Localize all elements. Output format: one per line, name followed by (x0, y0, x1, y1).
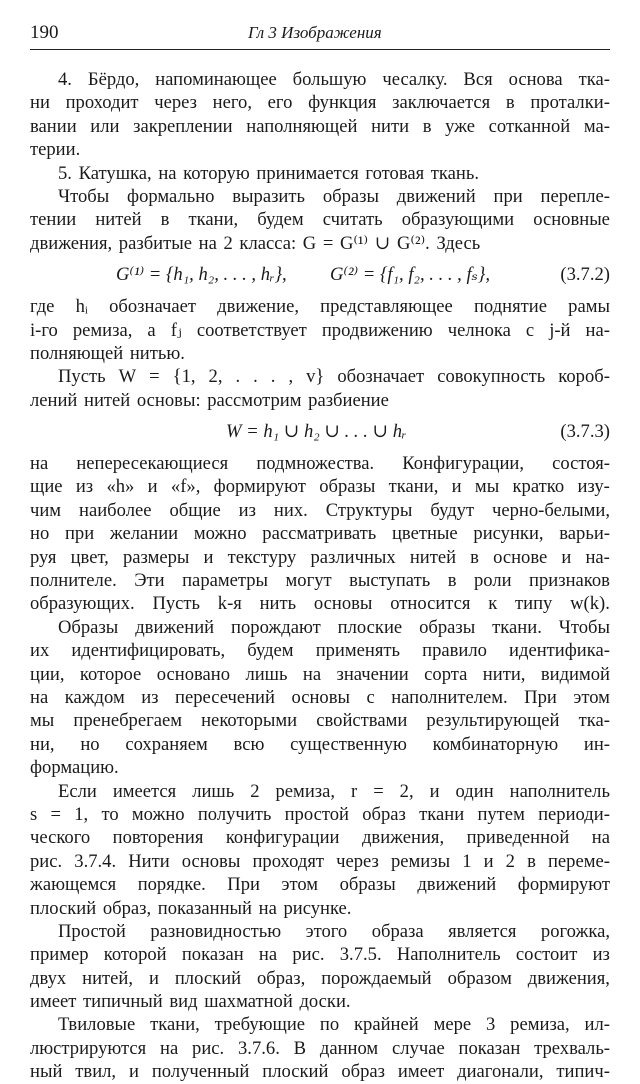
text-line: Пусть W = {1, 2, . . . , v} обозначает совокупность короб- (58, 366, 610, 388)
text-line: люстрируются на рис. 3.7.6. В данном случае показан трехваль- (30, 1037, 610, 1059)
text-line: 4. Бёрдо, напоминающее большую чесалку. Вся основа тка- (58, 69, 610, 90)
text-line: где hᵢ обозначает движение, представляющее поднятие рамы (30, 296, 610, 318)
text-line: чим наиболее общие из них. Структуры будут черно-белыми, (30, 499, 610, 521)
text-line: имеет типичный вид шахматной доски. (30, 991, 351, 1013)
header-rule (30, 49, 610, 50)
text-line: ный твил, и полученный плоский образ имеет диагонали, типич- (30, 1061, 610, 1083)
text-line: Если имеется лишь 2 ремиза, r = 2, и один наполнитель (58, 780, 610, 802)
equation-3-7-2 (30, 255, 610, 295)
equation-number: (3.7.2) (560, 264, 610, 286)
running-head: Гл 3 Изображения (248, 23, 382, 42)
text-line: i-го ремиза, а fⱼ соответствует продвижению челнока с j-й на- (30, 319, 610, 341)
text-line: ни проходит через него, его функция заключается в проталки- (30, 92, 610, 114)
page-number: 190 (30, 22, 59, 43)
text-line: Твиловые ткани, требующие по крайней мере 3 ремиза, ил- (58, 1014, 610, 1036)
text-line: образующих. Пусть k-я нить основы относится к типу w(k). (30, 593, 610, 615)
text-line: лений нитей основы: рассмотрим разбиение (30, 389, 389, 411)
text-line: тении нитей в ткани, будем считать образующими основные (30, 209, 610, 231)
text-line: Образы движений порождают плоские образы ткани. Чтобы (58, 616, 610, 638)
text-line: пример которой показан на рис. 3.7.5. Наполнитель состоит из (30, 944, 610, 966)
text-line: Простой разновидностью этого образа является рогожка, (58, 920, 610, 942)
text-line: жающемся порядке. При этом образы движений формируют (30, 874, 610, 896)
text-line: движения, разбитые на 2 класса: G = G⁽¹⁾ ∪ G⁽²⁾. Здесь (30, 232, 481, 254)
text-line: полнителе. Эти параметры могут выступать в роли признаков (30, 570, 610, 592)
text-line: терии. (30, 139, 81, 161)
text-line: плоский образ, показанный на рисунке. (30, 897, 352, 919)
equation-left: W = h₁ ∪ h₂ ∪ . . . ∪ hᵣ (226, 421, 407, 443)
text-line: ни, но сохраняем всю существенную комбинаторную ин- (30, 733, 610, 755)
text-line: их идентифицировать, будем применять правило идентифика- (30, 640, 610, 662)
text-line: ческого повторения конфигурации движения, приведенной на (30, 827, 610, 849)
page-body (30, 68, 610, 1084)
equation-right: G⁽²⁾ = {f₁, f₂, . . . , fₛ}, (330, 264, 490, 286)
text-line: формацию. (30, 757, 119, 779)
text-line: на непересекающиеся подмножества. Конфигурации, состоя- (30, 453, 610, 475)
equation-3-7-3 (30, 412, 610, 452)
text-line: но при желании можно рассматривать цветные рисунки, варьи- (30, 523, 610, 545)
equation-left: G⁽¹⁾ = {h₁, h₂, . . . , hᵣ}, (116, 264, 287, 286)
text-line: вании или закреплении наполняющей нити в уже сотканной ма- (30, 115, 610, 137)
text-line: полняющей нитью. (30, 342, 185, 364)
text-line: двух нитей, и плоский образ, порождаемый образом движения, (30, 967, 610, 989)
text-line: Чтобы формально выразить образы движений при перепле- (58, 185, 610, 207)
text-line: на каждом из пересечений основы с наполнителем. При этом (30, 686, 610, 708)
text-line: щие из «h» и «f», формируют образы ткани, и мы кратко изу- (30, 476, 610, 498)
text-line: мы пренебрегаем некоторыми свойствами результирующей тка- (30, 710, 610, 732)
text-line: руя цвет, размеры и текстуру различных нитей в основе и на- (30, 546, 610, 568)
text-line: рис. 3.7.4. Нити основы проходят через ремизы 1 и 2 в переме- (30, 850, 610, 872)
text-line: 5. Катушка, на которую принимается готовая ткань. (58, 162, 480, 184)
page-header (30, 20, 610, 46)
text-line: ции, которое основано лишь на значении сорта нити, видимой (30, 663, 610, 685)
text-line: s = 1, то можно получить простой образ ткани путем периоди- (30, 803, 610, 825)
equation-number: (3.7.3) (560, 421, 610, 443)
